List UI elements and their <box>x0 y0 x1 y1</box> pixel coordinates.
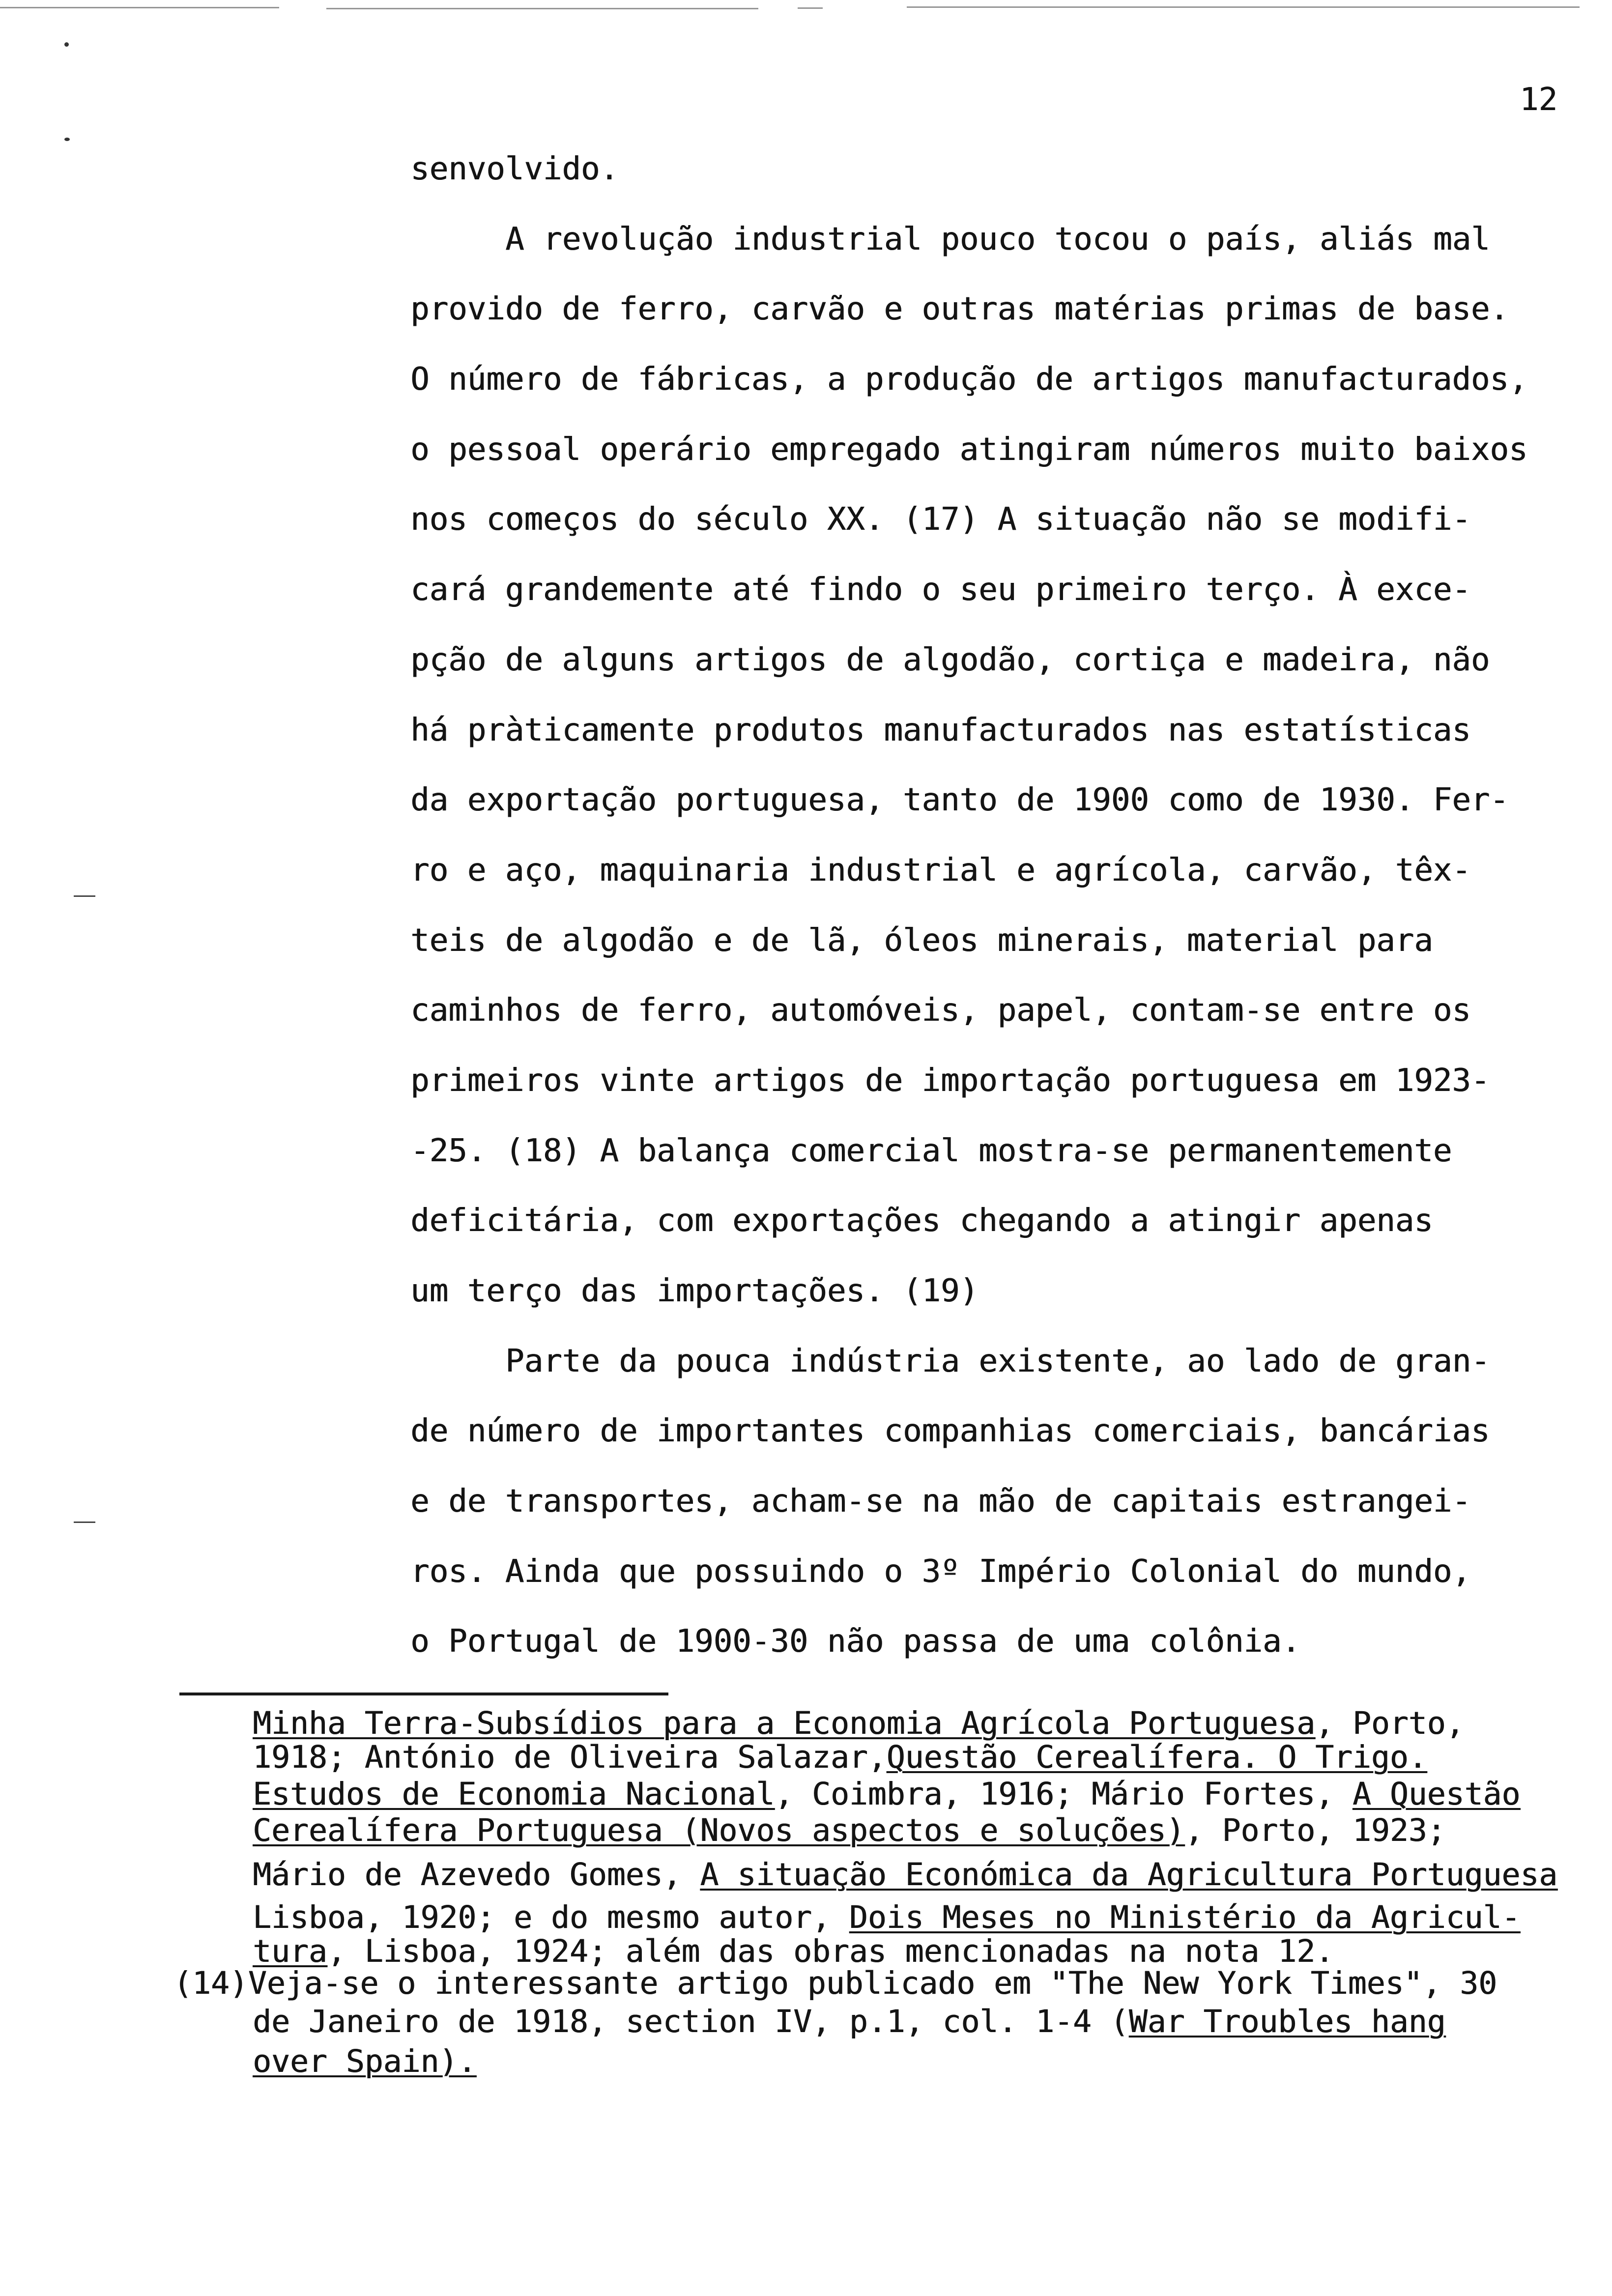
footnote-line <box>253 1934 1334 1969</box>
underlined-title: Questão Cerealífera. O Trigo. <box>886 1739 1427 1775</box>
footnote-line <box>253 1813 1445 1848</box>
underlined-title: Minha Terra-Subsídios para a Economia Agrícola Portuguesa <box>253 1705 1315 1741</box>
body-line: -25. (18) A balança comercial mostra-se permanentemente <box>410 1132 1452 1169</box>
body-line: o Portugal de 1900-30 não passa de uma colônia. <box>410 1623 1300 1660</box>
footnote-separator <box>179 1693 668 1695</box>
body-line: da exportação portuguesa, tanto de 1900 como de 1930. Fer- <box>410 782 1509 819</box>
footnote-text: , Lisboa, 1924; além das obras mencionadas na nota 12. <box>327 1933 1334 1969</box>
scan-artifact-line <box>798 7 823 9</box>
footnote-line <box>173 1966 1497 2001</box>
body-line: teis de algodão e de lã, óleos minerais, material para <box>410 922 1433 959</box>
body-line: pção de alguns artigos de algodão, cortiça e madeira, não <box>410 641 1490 678</box>
paragraph-first-line: A revolução industrial pouco tocou o país, aliás mal <box>505 221 1490 258</box>
underlined-title: Cerealífera Portuguesa (Novos aspectos e soluções) <box>253 1812 1185 1848</box>
margin-mark <box>74 1521 95 1523</box>
footnote-text: , Porto, 1923; <box>1184 1812 1446 1848</box>
body-line: ro e aço, maquinaria industrial e agrícola, carvão, têx- <box>410 852 1471 889</box>
body-line: primeiros vinte artigos de importação portuguesa em 1923- <box>410 1062 1490 1099</box>
page-number: 12 <box>1520 82 1558 118</box>
footnote-line <box>253 1900 1520 1935</box>
body-line: provido de ferro, carvão e outras matérias primas de base. <box>410 291 1509 328</box>
footnote-line <box>253 1858 1557 1892</box>
body-line: há pràticamente produtos manufacturados nas estatísticas <box>410 712 1471 748</box>
margin-mark <box>64 42 69 47</box>
body-line: caminhos de ferro, automóveis, papel, contam-se entre os <box>410 992 1471 1029</box>
underlined-title: over Spain). <box>253 2043 477 2079</box>
body-line: um terço das importações. (19) <box>410 1273 979 1309</box>
footnote-line <box>253 2005 1445 2039</box>
footnote-text: (14)Veja-se o interessante artigo publicado em "The New York Times", 30 <box>173 1965 1497 2001</box>
body-line: nos começos do século XX. (17) A situação não se modifi- <box>410 501 1471 538</box>
body-line: o pessoal operário empregado atingiram números muito baixos <box>410 431 1528 468</box>
footnote-text: Mário de Azevedo Gomes, <box>253 1857 700 1893</box>
scan-artifact-line <box>907 6 1580 8</box>
footnote-text: , Porto, <box>1315 1705 1465 1741</box>
underlined-title: A Questão <box>1352 1776 1521 1812</box>
scan-artifact-line <box>0 7 279 8</box>
underlined-title: Estudos de Economia Nacional <box>253 1776 775 1812</box>
footnote-line <box>253 1706 1464 1741</box>
footnote-line <box>253 2044 476 2079</box>
margin-mark <box>64 138 70 141</box>
underlined-title: tura <box>253 1933 327 1969</box>
footnote-text: Lisboa, 1920; e do mesmo autor, <box>253 1899 849 1935</box>
underlined-title: Dois Meses no Ministério da Agricul- <box>849 1899 1521 1935</box>
body-line: cará grandemente até findo o seu primeiro terço. À exce- <box>410 572 1471 608</box>
body-line: de número de importantes companhias comerciais, bancárias <box>410 1413 1490 1450</box>
body-line: deficitária, com exportações chegando a atingir apenas <box>410 1203 1433 1239</box>
footnote-text: de Janeiro de 1918, section IV, p.1, col. 1-4 ( <box>253 2004 1129 2039</box>
footnote-line <box>253 1740 1427 1775</box>
underlined-title: War Troubles hang <box>1128 2004 1446 2039</box>
body-line: O número de fábricas, a produção de artigos manufacturados, <box>410 361 1528 398</box>
footnote-text: , Coimbra, 1916; Mário Fortes, <box>775 1776 1353 1812</box>
body-line: ros. Ainda que possuindo o 3º Império Colonial do mundo, <box>410 1553 1471 1590</box>
underlined-title: A situação Económica da Agricultura Portuguesa <box>700 1857 1558 1893</box>
scan-artifact-line <box>326 8 758 9</box>
footnote-line <box>253 1777 1520 1811</box>
footnote-text: 1918; António de Oliveira Salazar, <box>253 1739 887 1775</box>
body-line: senvolvido. <box>410 151 619 187</box>
margin-mark <box>74 895 95 897</box>
body-text <box>410 134 1590 1677</box>
body-line: e de transportes, acham-se na mão de capitais estrangei- <box>410 1483 1471 1520</box>
paragraph-first-line: Parte da pouca indústria existente, ao lado de gran- <box>505 1343 1490 1379</box>
